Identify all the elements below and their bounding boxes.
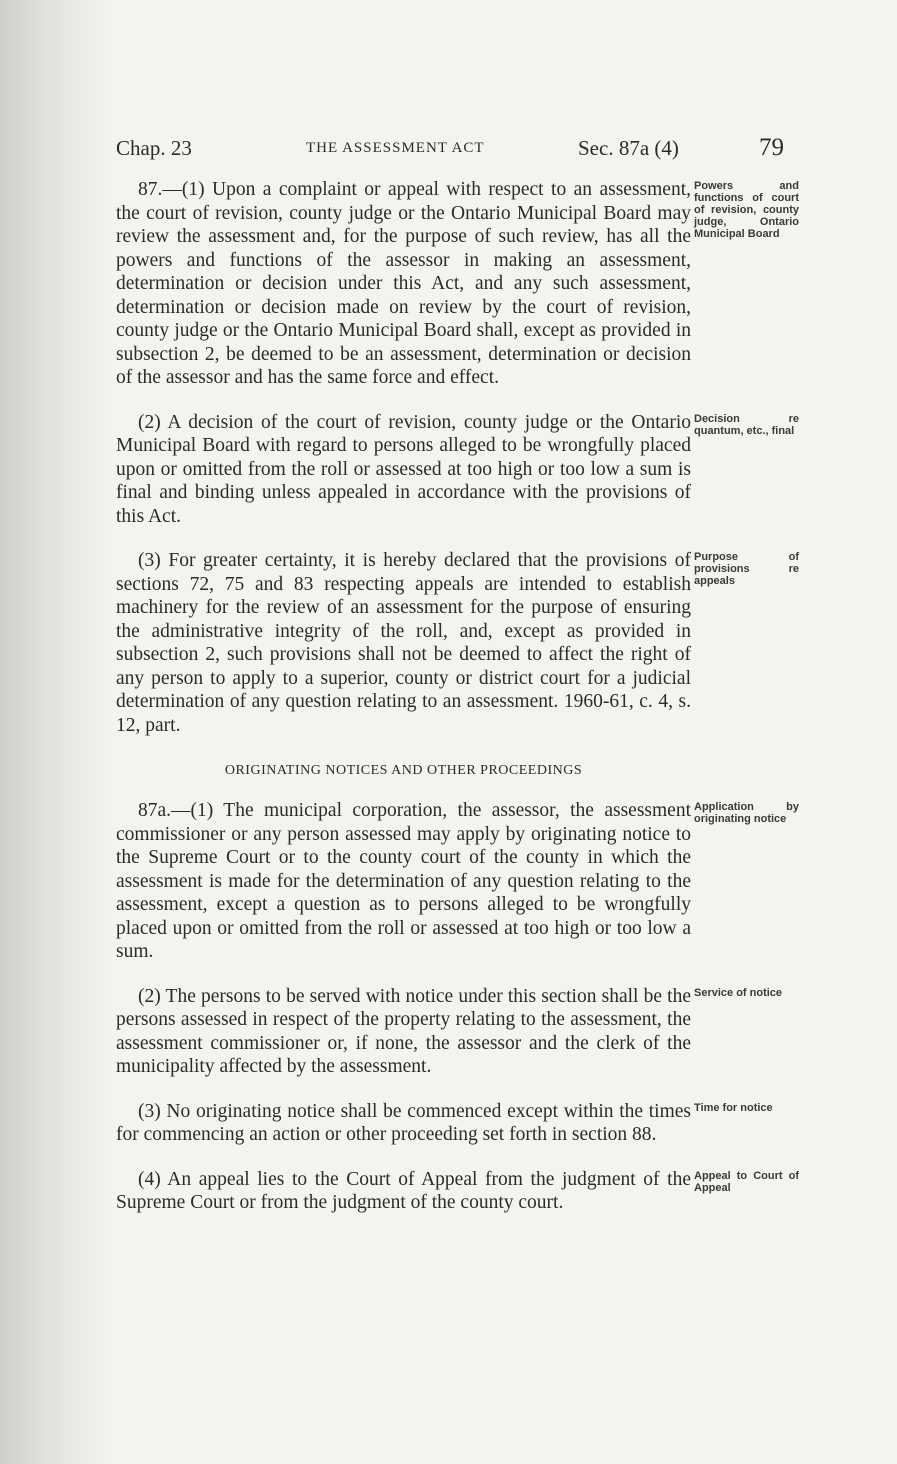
page-edge-shadow	[0, 0, 110, 1464]
margin-note: Purpose of provisions re appeals	[694, 551, 799, 587]
section-87a-4	[116, 1168, 799, 1215]
margin-note: Powers and functions of court of revision, county judge, Ontario Municipal Board	[694, 180, 799, 240]
section-87a-3	[116, 1100, 773, 1147]
running-head	[116, 130, 796, 170]
section-text: (2) A decision of the court of revision, county judge or the Ontario Municipal Board with regard to persons alleged to be wrongfully placed upon or omitted from the roll or assessed at too high or too low a sum is final and binding unless appealed in accordance with the provisions of this Act.	[116, 411, 691, 527]
section-87-2	[116, 411, 799, 529]
margin-note: Time for notice	[694, 1101, 773, 1114]
section-87a-2	[116, 985, 783, 1079]
margin-note: Application by originating notice	[694, 801, 799, 825]
margin-note: Service of notice	[694, 986, 783, 999]
section-text: (2) The persons to be served with notice under this section shall be the persons assessed in respect of the property relating to the assessment, the assessment commissioner or, if none, the assessor and the clerk of the municipality affected by the assessment.	[116, 985, 691, 1077]
margin-note: Decision re quantum, etc., final	[694, 412, 799, 437]
section-87-1	[116, 178, 799, 390]
section-87a-1	[116, 799, 799, 964]
section-label: Sec. 87a (4)	[578, 136, 679, 160]
section-heading: ORIGINATING NOTICES AND OTHER PROCEEDINGS	[224, 763, 583, 778]
section-87-3	[116, 549, 799, 737]
section-text: (3) No originating notice shall be commenced except within the times for commencing an action or other proceeding set forth in section 88.	[116, 1100, 691, 1145]
margin-note: Appeal to Court of Appeal	[694, 1169, 799, 1194]
document-page	[116, 130, 799, 1215]
chapter-label: Chap. 23	[116, 136, 192, 160]
section-text: 87.—(1) Upon a complaint or appeal with respect to an assessment, the court of revision, county judge or the Ontario Municipal Board may review the assessment and, for the purpose of such review, has all the powers and functions of the assessor in making an assessment, determination or decision under this Act, and any such assessment, determination or decision made on review by the court of revision, county judge or the Ontario Municipal Board shall, except as provided in subsection 2, be deemed to be an assessment, determination or decision of the assessor and has the same force and effect.	[116, 179, 691, 388]
section-text: (3) For greater certainty, it is hereby declared that the provisions of sections 72, 75 and 83 respecting appeals are intended to establish machinery for the review of an assessment for the purpose of ensuring the administrative integrity of the roll, and, except as provided in subsection 2, such provisions shall not be deemed to affect the right of any person to apply to a superior, county or district court for a judicial determination of any question relating to an assessment. 1960-61, c. 4, s. 12, part.	[116, 550, 691, 736]
page-number: 79	[759, 134, 784, 161]
section-text: (4) An appeal lies to the Court of Appeal from the judgment of the Supreme Court or from the judgment of the county court.	[116, 1168, 691, 1213]
section-text: 87a.—(1) The municipal corporation, the assessor, the assessment commissioner or any person assessed may apply by originating notice to the Supreme Court or to the county court of the county in which the assessment is made for the determination of any question relating to the assessment, except a question as to persons alleged to be wrongfully placed upon or omitted from the roll or assessed at too high or too low a sum.	[116, 800, 691, 962]
act-title: THE ASSESSMENT ACT	[306, 140, 485, 156]
